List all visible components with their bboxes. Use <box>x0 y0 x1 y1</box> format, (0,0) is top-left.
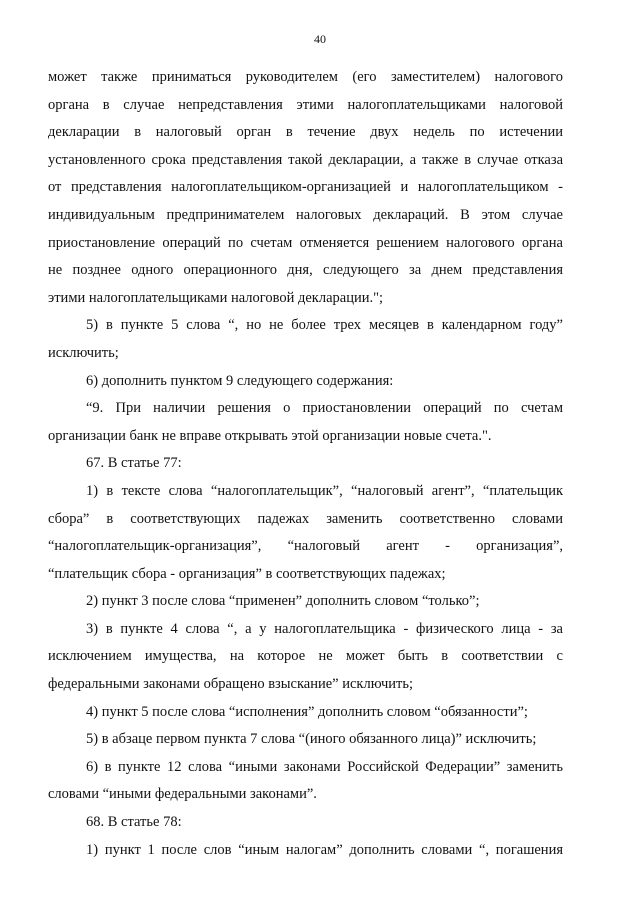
text-line: 67. В статье 77: <box>86 455 182 472</box>
text-line: декларации в налоговый орган в течение двух недель по истечении <box>48 124 563 141</box>
text-line: приостановление операций по счетам отменяется решением налогового органа <box>48 234 563 251</box>
text-line: этими налогоплательщиками налоговой декларации."; <box>48 289 384 306</box>
text-line: 5) в пункте 5 слова “, но не более трех месяцев в календарном году” <box>86 317 563 334</box>
text-line: “9. При наличии решения о приостановлении операций по счетам <box>86 400 563 417</box>
text-line: федеральными законами обращено взыскание” исключить; <box>48 676 414 693</box>
text-line: словами “иными федеральными законами”. <box>48 786 317 803</box>
text-line: 6) в пункте 12 слова “иными законами Российской Федерации” заменить <box>86 758 563 775</box>
text-line: 4) пункт 5 после слова “исполнения” дополнить словом “обязанности”; <box>86 703 528 720</box>
text-line: индивидуальным предпринимателем налоговых деклараций. В этом случае <box>48 206 563 223</box>
text-line: установленного срока представления такой декларации, а также в случае отказа <box>48 151 563 168</box>
text-line: сбора” в соответствующих падежах заменить соответственно словами <box>48 510 563 527</box>
text-line: исключением имущества, на которое не может быть в соответствии с <box>48 648 563 665</box>
text-line: от представления налогоплательщиком-организацией и налогоплательщиком - <box>48 179 563 196</box>
text-line: 68. В статье 78: <box>86 814 182 831</box>
page-number: 40 <box>314 32 326 46</box>
text-line: органа в случае непредставления этими налогоплательщиками налоговой <box>48 96 563 113</box>
text-line: 6) дополнить пунктом 9 следующего содержания: <box>86 372 394 389</box>
text-line: “плательщик сбора - организация” в соответствующих падежах; <box>48 565 446 582</box>
text-line: 1) пункт 1 после слов “иным налогам” дополнить словами “, погашения <box>86 841 563 858</box>
text-line: 2) пункт 3 после слова “применен” дополнить словом “только”; <box>86 593 480 610</box>
text-line: организации банк не вправе открывать этой организации новые счета.". <box>48 427 492 444</box>
text-line: не позднее одного операционного дня, следующего за днем представления <box>48 262 563 279</box>
text-line: 5) в абзаце первом пункта 7 слова “(иного обязанного лица)” исключить; <box>86 731 537 748</box>
text-line: исключить; <box>48 344 119 361</box>
document-body <box>48 64 563 864</box>
text-line: 3) в пункте 4 слова “, а у налогоплательщика - физического лица - за <box>86 620 563 637</box>
text-line: 1) в тексте слова “налогоплательщик”, “налоговый агент”, “плательщик <box>86 482 563 499</box>
text-line: “налогоплательщик-организация”, “налоговый агент - организация”, <box>48 538 563 555</box>
text-line: может также приниматься руководителем (его заместителем) налогового <box>48 69 563 85</box>
